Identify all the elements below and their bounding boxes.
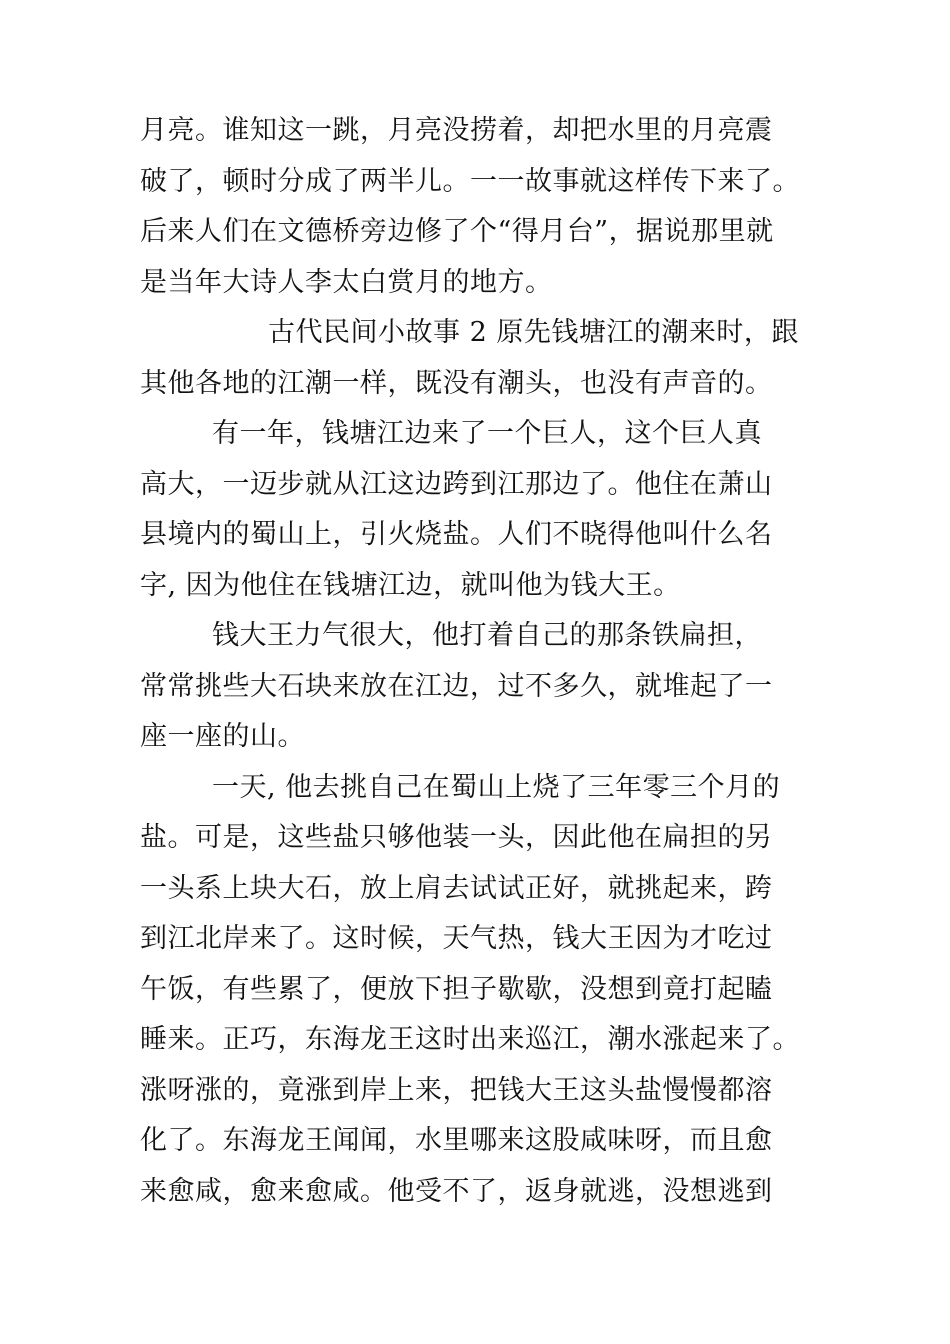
story-heading-line: 古代民间小故事 2 原先钱塘江的潮来时，跟 (268, 317, 799, 348)
text-line: 其他各地的江潮一样，既没有潮头，也没有声音的。 (140, 367, 773, 399)
text-line: 涨呀涨的，竟涨到岸上来，把钱大王这头盐慢慢都溶 (140, 1074, 773, 1106)
text-line: 座一座的山。 (140, 721, 305, 752)
text-line: 县境内的蜀山上，引火烧盐。人们不晓得他叫什么名 (140, 519, 773, 550)
body-text (140, 106, 830, 1217)
text-line: 常常挑些大石块来放在江边，过不多久，就堆起了一 (140, 670, 773, 702)
text-line: 月亮。谁知这一跳，月亮没捞着，却把水里的月亮震 (140, 115, 773, 146)
paragraph-start-line: 有一年，钱塘江边来了一个巨人，这个巨人真 (212, 418, 762, 449)
text-line: 后来人们在文德桥旁边修了个“得月台”，据说那里就 (140, 216, 774, 247)
text-line: 到江北岸来了。这时候，天气热，钱大王因为才吃过 (140, 923, 773, 954)
text-line: 午饭，有些累了，便放下担子歇歇，没想到竟打起瞌 (140, 973, 773, 1005)
paragraph-start-line: 一天, 他去挑自己在蜀山上烧了三年零三个月的 (212, 771, 781, 803)
text-line: 破了，顿时分成了两半儿。一一故事就这样传下来了。 (140, 165, 800, 197)
text-line: 高大，一迈步就从江这边跨到江那边了。他住在萧山 (140, 468, 773, 500)
text-line: 一头系上块大石，放上肩去试试正好，就挑起来，跨 (140, 872, 773, 904)
text-line: 化了。东海龙王闻闻，水里哪来这股咸味呀，而且愈 (140, 1125, 773, 1156)
text-line: 是当年大诗人李太白赏月的地方。 (140, 266, 553, 298)
text-line: 睡来。正巧，东海龙王这时出来巡江，潮水涨起来了。 (140, 1024, 800, 1055)
text-line: 字, 因为他住在钱塘江边，就叫他为钱大王。 (140, 569, 681, 601)
paragraph-start-line: 钱大王力气很大，他打着自己的那条铁扁担， (212, 620, 762, 651)
text-line: 来愈咸，愈来愈咸。他受不了，返身就逃，没想逃到 (140, 1175, 773, 1207)
text-line: 盐。可是，这些盐只够他装一头，因此他在扁担的另 (140, 822, 773, 853)
